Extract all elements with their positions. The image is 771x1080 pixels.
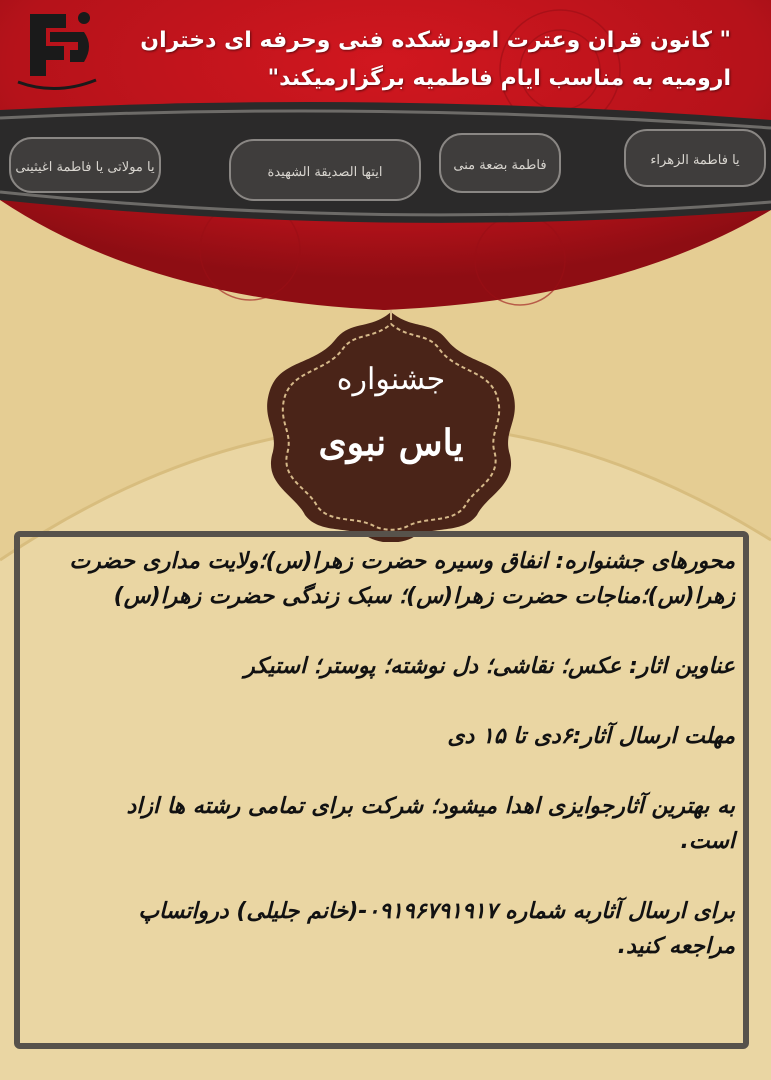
prize-note: به بهترین آثارجوایزی اهدا میشود؛ شرکت برای تمامی رشته ها ازاد است. [126,794,735,854]
festival-axes: محورهای جشنواره: انفاق وسیره حضرت زهرا(س)؛ولایت مداری حضرت زهرا(س)؛مناجات حضرت زهرا(س)؛ سبک زندگی حضرت زهرا(س) [69,549,735,609]
banner-inscription-2: فاطمة بضعة منی [453,158,547,173]
institute-logo [10,6,102,98]
festival-name: یاس نبوی [318,422,464,464]
submission-deadline: مهلت ارسال آثار:۶دی تا ۱۵ دی [447,724,735,749]
announcement-headline: " کانون قران وعترت اموزشکده فنی وحرفه ای دختران ارومیه به مناسب ایام فاطمیه برگزارمیکند" [140,28,731,91]
banner-inscription-3: ایتها الصدیقة الشهیدة [267,165,383,180]
banner-inscription-1: یا فاطمة الزهراء [650,153,740,168]
festival-info [65,544,735,999]
artwork-types: عناوین اثار: عکس؛ نقاشی؛ دل نوشته؛ پوستر؛ استیکر [244,654,735,679]
festival-title: جشنواره [336,362,446,397]
contact-info: برای ارسال آثاربه شماره ۰۹۱۹۶۷۹۱۹۱۷-(خانم جلیلی) درواتساپ مراجعه کنید. [138,899,735,959]
calligraphy-banner [0,100,771,240]
banner-inscription-4: یا مولاتی یا فاطمة اغیثینی [15,160,155,175]
